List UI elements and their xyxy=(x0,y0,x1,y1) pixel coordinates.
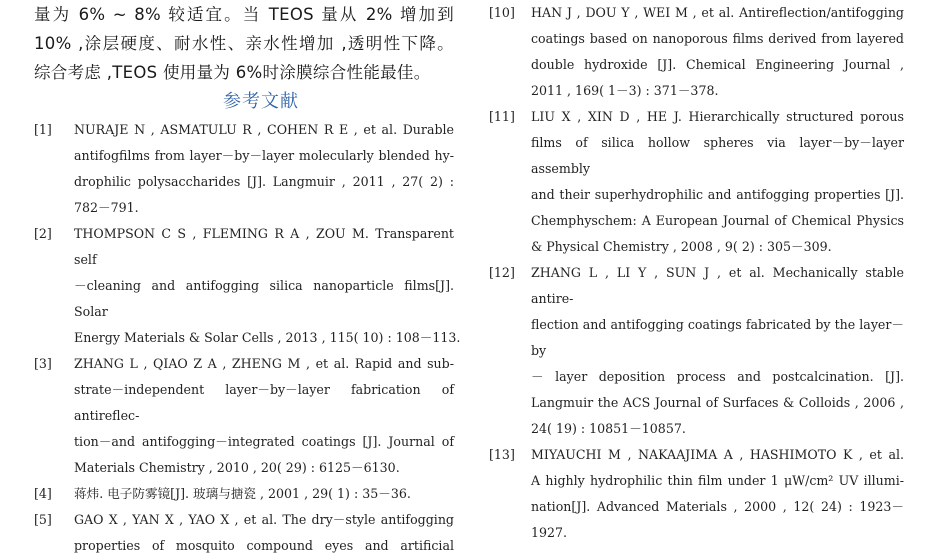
left-column xyxy=(34,0,461,559)
reference-item xyxy=(489,0,904,104)
reference-line: －cleaning and antifogging silica nanoparticle films[J]. Solar xyxy=(74,278,454,319)
reference-line: A highly hydrophilic thin film under 1 μW/cm² UV illumi- xyxy=(531,473,904,488)
reference-line: Materials Chemistry , 2010 , 20( 29) : 6125－6130. xyxy=(74,460,400,475)
reference-item xyxy=(34,221,461,351)
reference-line: LIU X , XIN D , HE J. Hierarchically structured porous xyxy=(531,109,904,124)
reference-number: [4] xyxy=(34,486,52,501)
right-column xyxy=(489,0,904,546)
reference-line: Chemphyschem: A European Journal of Chemical Physics xyxy=(531,213,904,228)
references-heading: 参考文献 xyxy=(223,91,299,112)
reference-line: 蒋炜. 电子防雾镜[J]. 玻璃与搪瓷 , 2001 , 29( 1) : 35－36. xyxy=(74,486,411,501)
reference-line: drophilic polysaccharides [J]. Langmuir , 2011 , 27( 2) : xyxy=(74,174,454,189)
reference-line: HAN J , DOU Y , WEI M , et al. Antireflection/antifogging xyxy=(531,5,904,20)
reference-item xyxy=(489,260,904,442)
reference-number: [2] xyxy=(34,226,52,241)
reference-line: & Physical Chemistry , 2008 , 9( 2) : 305－309. xyxy=(531,239,832,254)
intro-line: 10% ,涂层硬度、耐水性、亲水性增加 ,透明性下降。 xyxy=(34,34,454,53)
reference-line: strate－independent layer－by－layer fabrication of antireflec- xyxy=(74,382,454,423)
reference-line: NURAJE N , ASMATULU R , COHEN R E , et al. Durable xyxy=(74,122,454,137)
reference-number: [12] xyxy=(489,265,515,280)
reference-number: [3] xyxy=(34,356,52,371)
reference-item xyxy=(34,481,454,507)
reference-line: GAO X , YAN X , YAO X , et al. The dry－style antifogging xyxy=(74,512,454,527)
reference-line: and their superhydrophilic and antifogging properties [J]. xyxy=(531,187,904,202)
reference-line: Energy Materials & Solar Cells , 2013 , 115( 10) : 108－113. xyxy=(74,330,461,345)
reference-line: antifogfilms from layer－by－layer molecularly blended hy- xyxy=(74,148,454,163)
reference-number: [11] xyxy=(489,109,515,124)
reference-line: Langmuir the ACS Journal of Surfaces & Colloids , 2006 , xyxy=(531,395,904,410)
reference-line: 24( 19) : 10851－10857. xyxy=(531,421,686,436)
intro-line: 综合考虑 ,TEOS 使用量为 6%时涂膜综合性能最佳。 xyxy=(34,63,431,82)
reference-line: ZHANG L , QIAO Z A , ZHENG M , et al. Rapid and sub- xyxy=(74,356,454,371)
reference-list-left xyxy=(34,117,461,559)
reference-line: coatings based on nanoporous films derived from layered xyxy=(531,31,904,46)
reference-line: THOMPSON C S , FLEMING R A , ZOU M. Transparent self xyxy=(74,226,454,267)
reference-line: flection and antifogging coatings fabricated by the layer－by xyxy=(531,317,904,358)
reference-item xyxy=(34,117,454,221)
reference-item xyxy=(489,104,904,260)
reference-line: 2011 , 169( 1－3) : 371－378. xyxy=(531,83,719,98)
reference-line: tion－and antifogging－integrated coatings [J]. Journal of xyxy=(74,434,454,449)
intro-line: 量为 6% ~ 8% 较适宜。当 TEOS 量从 2% 增加到 xyxy=(34,5,454,24)
reference-line: 1927. xyxy=(531,525,568,540)
reference-line: 782－791. xyxy=(74,200,139,215)
reference-number: [13] xyxy=(489,447,515,462)
reference-line: － layer deposition process and postcalcination. [J]. xyxy=(531,369,904,384)
reference-number: [5] xyxy=(34,512,52,527)
reference-item xyxy=(34,507,454,559)
reference-line: ZHANG L , LI Y , SUN J , et al. Mechanically stable antire- xyxy=(531,265,904,306)
reference-list-right xyxy=(489,0,904,546)
reference-number: [10] xyxy=(489,5,515,20)
reference-item xyxy=(34,351,454,481)
reference-line: nation[J]. Advanced Materials , 2000 , 12( 24) : 1923－ xyxy=(531,499,904,514)
reference-line: films of silica hollow spheres via layer－by－layer assembly xyxy=(531,135,904,176)
reference-line: properties of mosquito compound eyes and artificial xyxy=(74,538,454,553)
reference-number: [1] xyxy=(34,122,52,137)
reference-line: MIYAUCHI M , NAKAAJIMA A , HASHIMOTO K , et al. xyxy=(531,447,904,462)
reference-item xyxy=(489,442,904,546)
reference-line: double hydroxide [J]. Chemical Engineering Journal , xyxy=(531,57,904,72)
intro-paragraph xyxy=(34,0,454,87)
